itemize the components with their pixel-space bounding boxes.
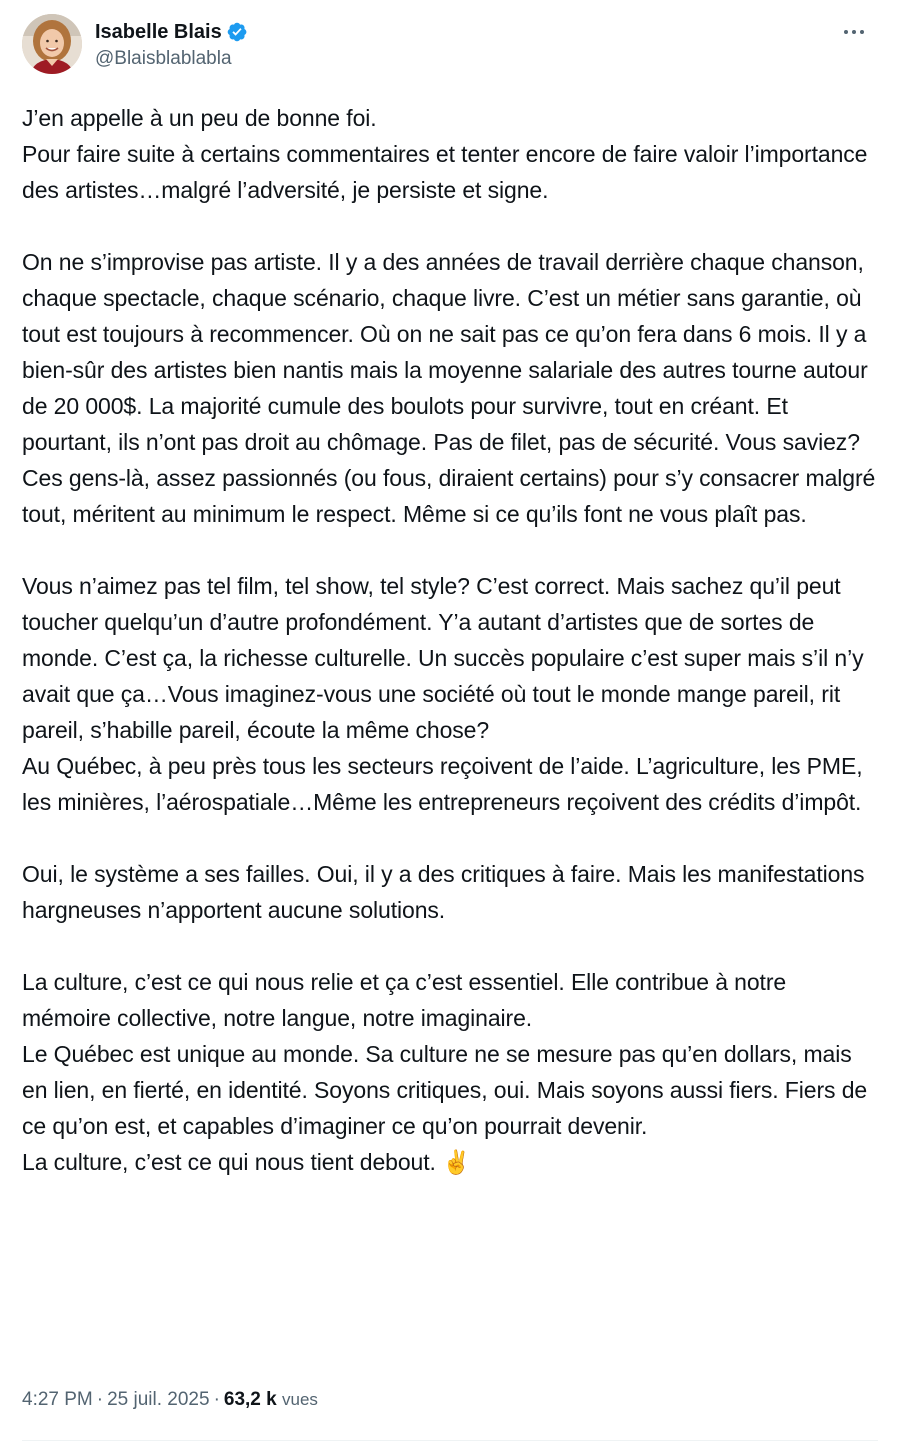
divider (22, 1440, 878, 1441)
views-label: vues (282, 1390, 318, 1409)
author-info (95, 18, 248, 72)
meta-separator: · (96, 1389, 104, 1410)
author-name-row (95, 18, 248, 46)
views-count: 63,2 k (223, 1389, 277, 1410)
avatar-image (22, 14, 82, 74)
profile-avatar[interactable] (22, 14, 82, 74)
tweet-date[interactable]: 25 juil. 2025 (107, 1389, 210, 1410)
tweet-time[interactable]: 4:27 PM (22, 1389, 93, 1410)
author-handle[interactable]: @Blaisblablabla (95, 48, 232, 69)
more-options-icon[interactable] (840, 22, 868, 42)
tweet-body: J’en appelle à un peu de bonne foi. Pour faire suite à certains commentaires et tenter encore de faire valoir l’importance des artistes…malgré l’adversité, je persiste et signe. On ne s’improvise pas artiste. Il y a des années de travail derrière chaque chanson, chaque spectacle, chaque scénario, chaque livre. C’est un métier sans garantie, où tout est toujours à recommencer. Où on ne sait pas ce qu’on fera dans 6 mois. Il y a bien-sûr des artistes bien nantis mais la moyenne salariale des autres tourne autour de 20 000$. La majorité cumule des boulots pour survivre, tout en créant. Et pourtant, ils n’ont pas droit au chômage. Pas de filet, pas de sécurité. Vous saviez? Ces gens-là, assez passionnés (ou fous, diraient certains) pour s’y consacrer malgré tout, méritent au minimum le respect. Même si ce qu’ils font ne vous plaît pas. Vous n’aimez pas tel film, tel show, tel style? C’est correct. Mais sachez qu’il peut toucher quelqu’un d’autre profondément. Y’a autant d’artistes que de sortes de monde. C’est ça, la richesse culturelle. Un succès populaire c’est super mais s’il n’y avait que ça…Vous imaginez-vous une société où tout le monde mange pareil, rit pareil, s’habille pareil, écoute la même chose? Au Québec, à peu près tous les secteurs reçoivent de l’aide. L’agriculture, les PME, les minières, l’aérospatiale…Même les entrepreneurs reçoivent des crédits d’impôt. Oui, le système a ses failles. Oui, il y a des critiques à faire. Mais les manifestations hargneuses n’apportent aucune solutions. La culture, c’est ce qui nous relie et ça c’est essentiel. Elle contribue à notre mémoire collective, notre langue, notre imaginaire. Le Québec est unique au monde. Sa culture ne se mesure pas qu’en dollars, mais en lien, en fierté, en identité. Soyons critiques, oui. Mais soyons aussi fiers. Fiers de ce qu’on est, et capables d’imaginer ce qu’on pourrait devenir. La culture, c’est ce qui nous tient debout. ✌️ (22, 105, 876, 1175)
verified-badge-icon[interactable] (226, 21, 248, 43)
meta-separator: · (213, 1389, 220, 1410)
tweet-metadata (22, 1384, 318, 1416)
tweet-header (22, 14, 878, 82)
author-display-name[interactable]: Isabelle Blais (95, 21, 222, 43)
